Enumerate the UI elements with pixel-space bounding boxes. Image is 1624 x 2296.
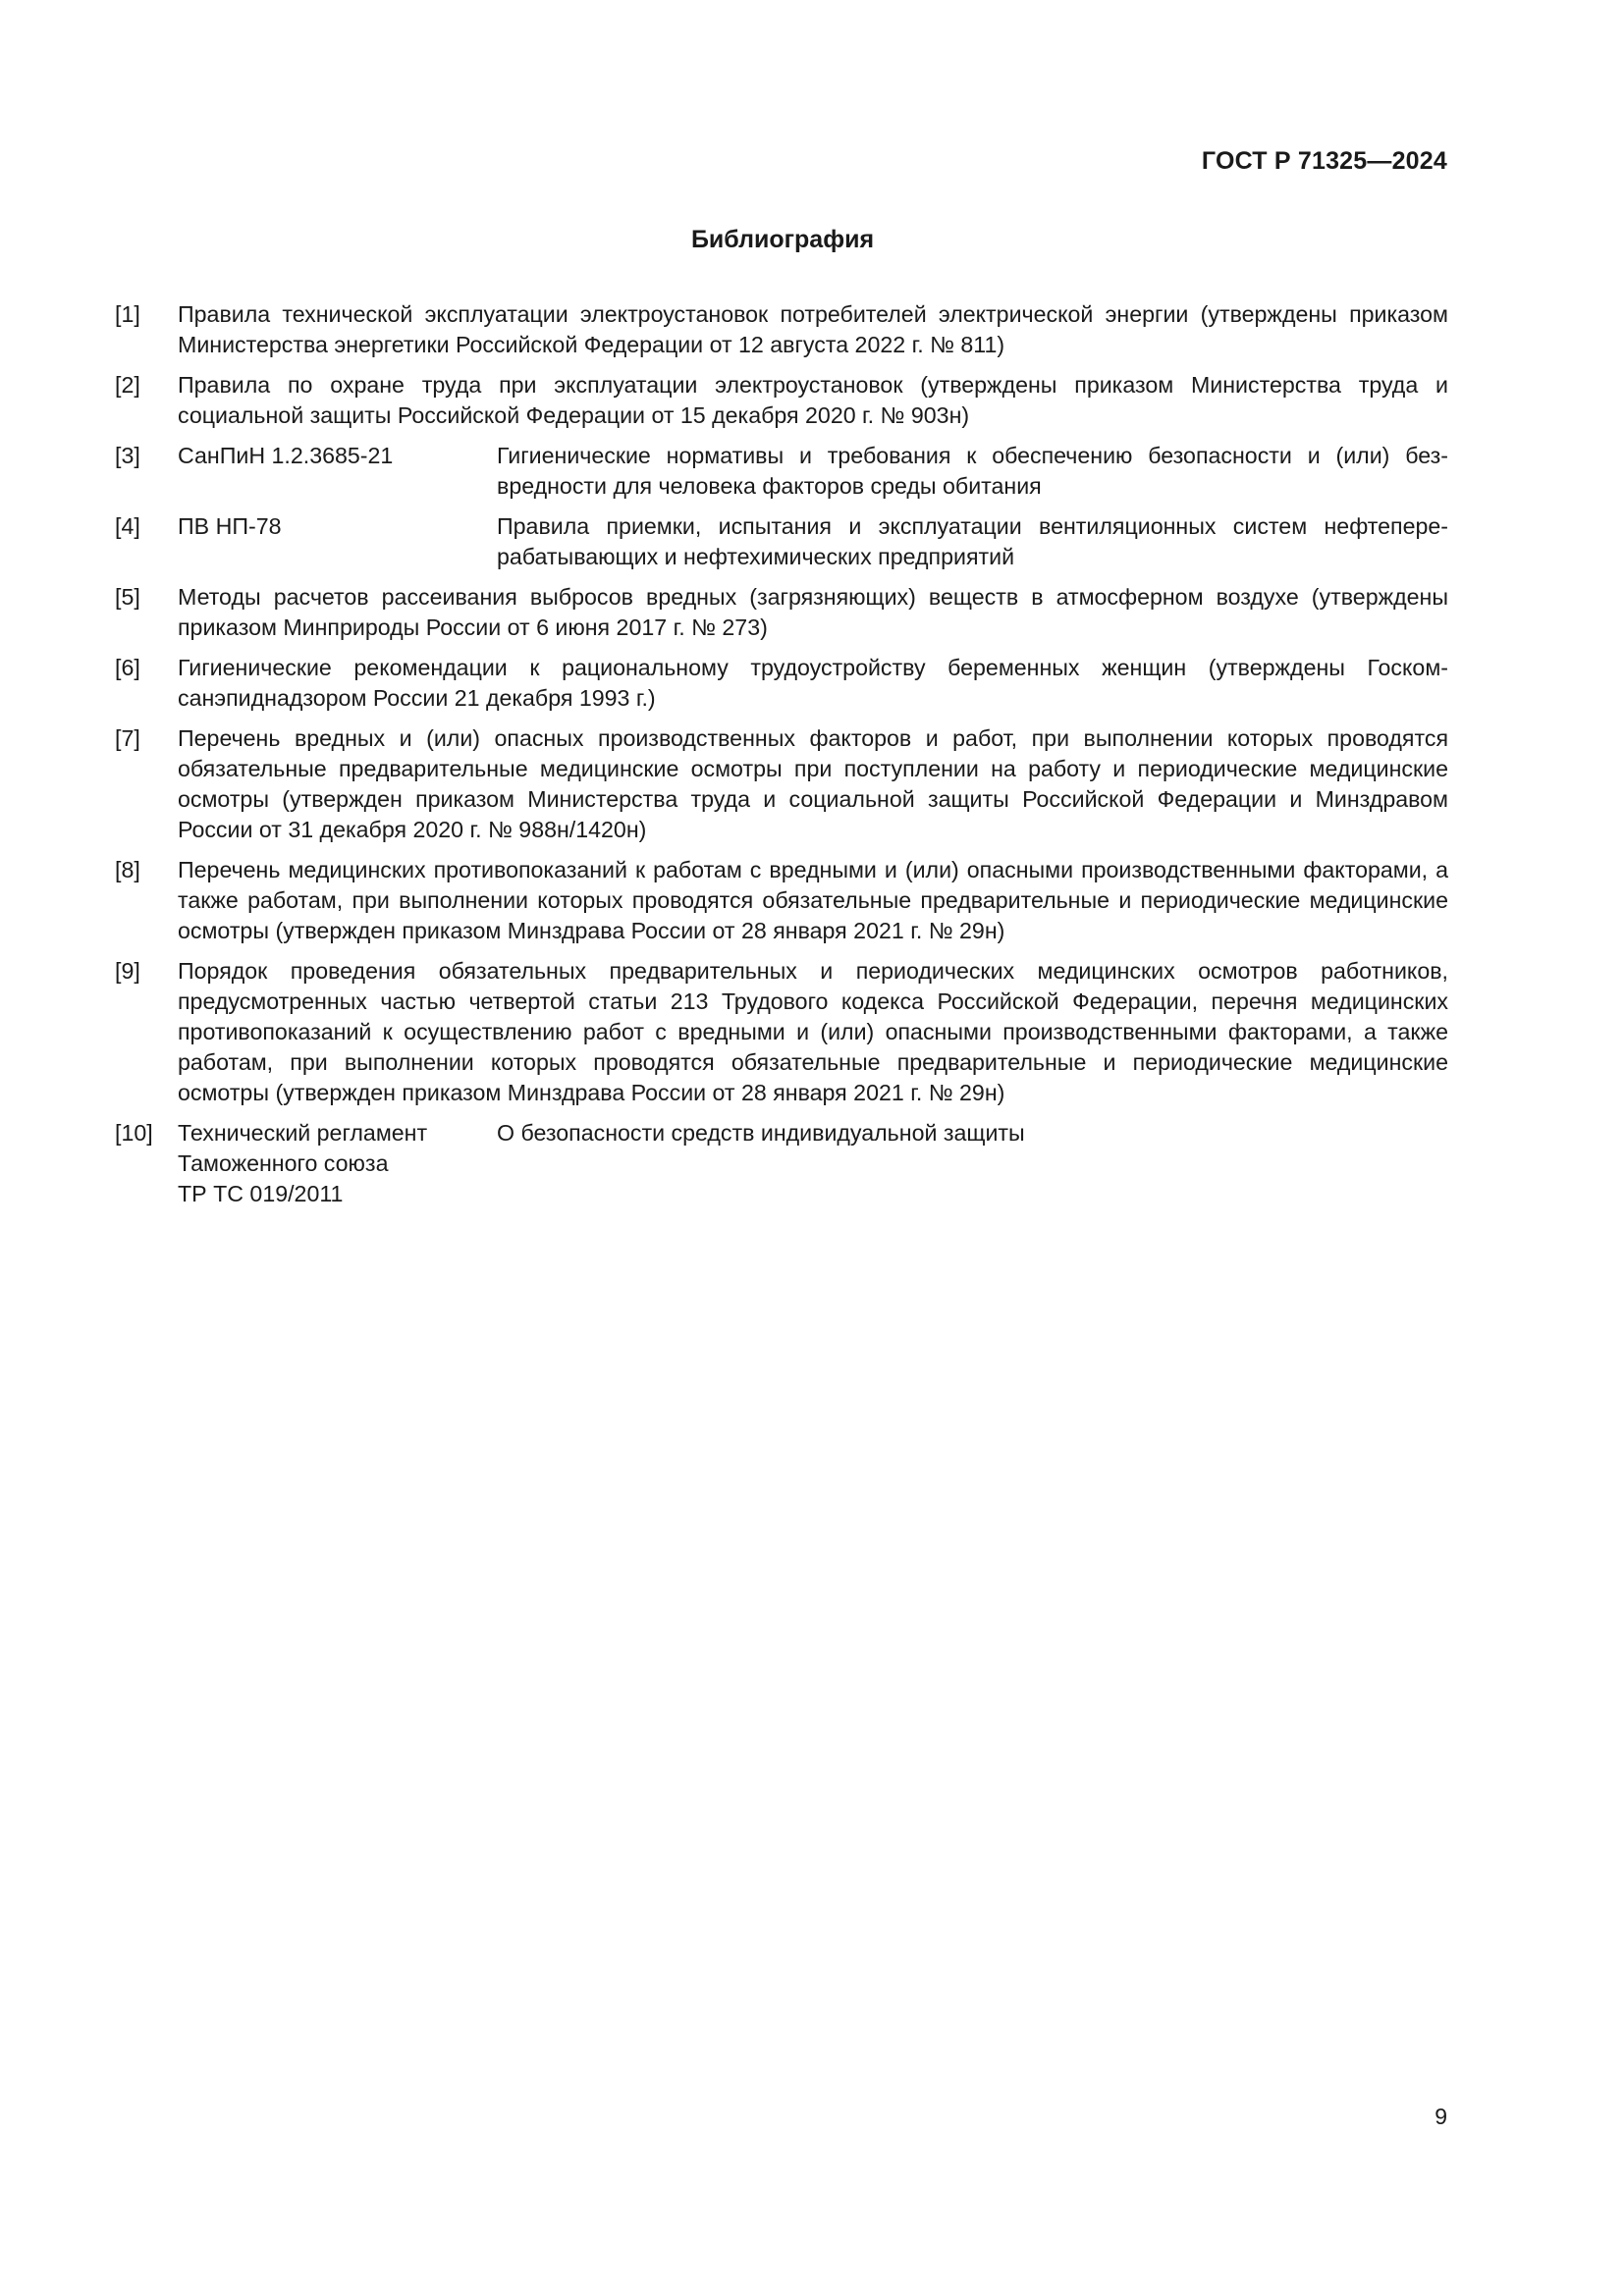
bibliography-title: О безопасности средств индивидуальной защиты — [497, 1120, 1025, 1146]
bibliography-code: СанПиН 1.2.3685-21 — [178, 443, 394, 468]
bibliography-number: [8] — [115, 857, 140, 882]
bibliography-text: Перечень медицинских противопоказаний к работам с вредными и (или) опасными производственными факторами, а также работам, при выполнении которых проводятся обязательные предварительные и периодические медицинские осмотры (утвержден приказом Минздрава России от 28 января 2021 г. № 29н) — [178, 857, 1448, 943]
bibliography-code — [178, 1118, 497, 1209]
bibliography-text: Методы расчетов рассеивания выбросов вредных (загрязняющих) веществ в атмосферном воздухе (утверждены приказом Минприроды России от 6 июня 2017 г. № 273) — [178, 584, 1448, 640]
bibliography-code: ПВ НП-78 — [178, 513, 282, 539]
bibliography-number: [10] — [115, 1120, 153, 1146]
bibliography-text: Правила технической эксплуатации электроустановок потребителей электрической энергии (утверждены приказом Министерства энергетики Российской Федерации от 12 августа 2022 г. № 811) — [178, 301, 1448, 357]
bibliography-number: [4] — [115, 513, 140, 539]
bibliography-number: [9] — [115, 958, 140, 984]
bibliography-item — [115, 653, 1448, 714]
bibliography-item — [115, 582, 1448, 643]
bibliography-item — [115, 370, 1448, 431]
bibliography-title: Гигиенические нормативы и требования к обеспечению безопасности и (или) безвредности для человека факторов среды обитания — [497, 443, 1448, 499]
bibliography-item — [115, 1118, 1448, 1209]
bibliography-number: [7] — [115, 725, 140, 751]
bibliography-text: Порядок проведения обязательных предварительных и периодических медицинских осмотров работников, предусмотренных частью четвертой статьи 213 Трудового кодекса Российской Федерации, перечня медицинских противопоказаний к осуществлению работ с вредными и (или) опасными производственными факторами, а также работам, при выполнении которых проводятся обязательные предварительные и периодические медицинские осмотры (утвержден приказом Минздрава России от 28 января 2021 г. № 29н) — [178, 958, 1448, 1105]
page-number: 9 — [1435, 2104, 1447, 2129]
bibliography-text: Перечень вредных и (или) опасных производственных факторов и работ, при выполнении которых проводятся обязательные предварительные медицинские осмотры при поступлении на работу и периодические медицинские осмотры (утвержден приказом Министерства труда и социальной защиты Российской Федерации и Минздравом России от 31 декабря 2020 г. № 988н/1420н) — [178, 725, 1448, 842]
bibliography-number: [5] — [115, 584, 140, 610]
bibliography-code-line: Технический регламент — [178, 1120, 428, 1146]
bibliography-item — [115, 855, 1448, 946]
bibliography-number: [2] — [115, 372, 140, 398]
bibliography-text: Гигиенические рекомендации к рациональному трудоустройству беременных женщин (утверждены Госкомсанэпиднадзором России 21 декабря 1993 г.) — [178, 655, 1448, 711]
bibliography-number: [3] — [115, 443, 140, 468]
bibliography-number: [6] — [115, 655, 140, 680]
bibliography-item — [115, 511, 1448, 572]
section-title: Библиография — [690, 226, 875, 253]
bibliography-item — [115, 723, 1448, 845]
document-code: ГОСТ Р 71325—2024 — [1201, 147, 1447, 175]
bibliography-item — [115, 299, 1448, 360]
bibliography-text: Правила по охране труда при эксплуатации электроустановок (утверждены приказом Министерства труда и социальной защиты Российской Федерации от 15 декабря 2020 г. № 903н) — [178, 372, 1448, 428]
bibliography-number: [1] — [115, 301, 140, 327]
bibliography-code-line: ТР ТС 019/2011 — [178, 1181, 344, 1206]
bibliography-item — [115, 441, 1448, 502]
bibliography-item — [115, 956, 1448, 1108]
bibliography-code-line: Таможенного союза — [178, 1150, 389, 1176]
bibliography-title: Правила приемки, испытания и эксплуатации вентиляционных систем нефтеперерабатывающих и нефтехимических предприятий — [497, 513, 1448, 569]
bibliography-list — [115, 299, 1448, 1219]
